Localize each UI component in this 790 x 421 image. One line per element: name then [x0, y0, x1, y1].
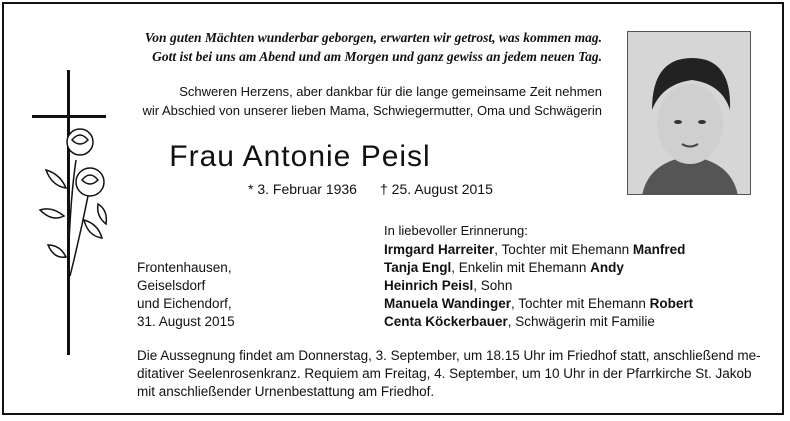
family-member-name: Tanja Engl — [384, 260, 452, 275]
footer-line-1: Die Aussegnung findet am Donnerstag, 3. September, um 18.15 Uhr im Friedhof statt, anschließend me- — [137, 348, 761, 363]
family-member — [384, 313, 655, 331]
portrait-photo — [627, 31, 751, 195]
family-member-name: Irmgard Harreiter — [384, 242, 495, 257]
family-member-relation: , Tochter mit Ehemann — [511, 296, 650, 311]
family-member — [384, 241, 685, 259]
family-member-relation: , Enkelin mit Ehemann — [451, 260, 591, 275]
family-member-spouse: Andy — [590, 260, 624, 275]
family-member-name: Heinrich Peisl — [384, 278, 474, 293]
footer-line-2: ditativer Seelenrosenkranz. Requiem am Freitag, 4. September, um 10 Uhr in der Pfarrkirche St. Jakob — [137, 366, 752, 381]
intro-line-1: Schweren Herzens, aber dankbar für die lange gemeinsame Zeit nehmen — [179, 84, 602, 99]
death-date: † 25. August 2015 — [380, 181, 493, 197]
family-member — [384, 295, 693, 313]
date-line: 31. August 2015 — [137, 314, 235, 329]
footer-line-3: mit anschließender Urnenbestattung am Friedhof. — [137, 384, 435, 399]
place-line: Geiselsdorf — [137, 278, 206, 293]
family-member-name: Manuela Wandinger — [384, 296, 512, 311]
family-member-spouse: Manfred — [632, 242, 686, 257]
deceased-name: Frau Antonie Peisl — [169, 140, 431, 173]
birth-date: * 3. Februar 1936 — [248, 181, 357, 197]
verse-line-1: Von guten Mächten wunderbar geborgen, erwarten wir getrost, was kommen mag. — [144, 30, 602, 45]
family-member-spouse: Robert — [649, 296, 694, 311]
family-member — [384, 277, 512, 295]
cross-with-roses-icon — [28, 70, 114, 360]
family-member — [384, 259, 624, 277]
family-member-name: Centa Köckerbauer — [384, 314, 508, 329]
place-line: Frontenhausen, — [137, 260, 232, 275]
place-line: und Eichendorf, — [137, 296, 232, 311]
family-heading: In liebevoller Erinnerung: — [384, 223, 528, 238]
intro-line-2: wir Abschied von unserer lieben Mama, Schwiegermutter, Oma und Schwägerin — [142, 103, 602, 118]
family-member-relation: , Sohn — [473, 278, 513, 293]
family-member-relation: , Schwägerin mit Familie — [507, 314, 655, 329]
verse-line-2: Gott ist bei uns am Abend und am Morgen und ganz gewiss an jedem neuen Tag. — [152, 49, 602, 64]
family-member-relation: , Tochter mit Ehemann — [494, 242, 633, 257]
